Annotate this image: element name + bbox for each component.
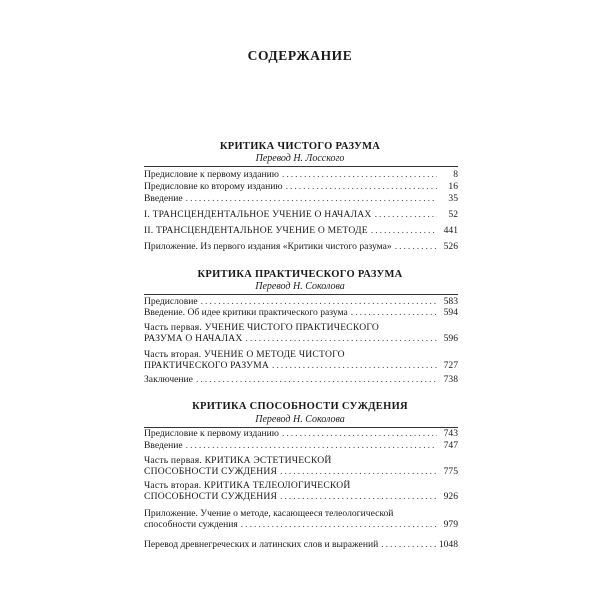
toc-entry[interactable] — [144, 169, 458, 180]
leader-dots — [286, 181, 437, 192]
toc-entry-title-line2: СПОСОБНОСТИ СУЖДЕНИЯ — [144, 466, 278, 477]
toc-entry[interactable] — [144, 428, 458, 439]
toc-entry-page: 16 — [448, 181, 458, 192]
section-divider — [144, 166, 458, 167]
leader-dots — [381, 539, 436, 550]
toc-entry[interactable] — [144, 225, 458, 236]
leader-dots — [280, 466, 437, 477]
toc-entry-page: 583 — [443, 296, 458, 307]
toc-entry-title: Заключение — [144, 374, 193, 385]
toc-entry-title-line1: Часть первая. КРИТИКА ЭСТЕТИЧЕСКОЙ — [144, 455, 332, 466]
leader-dots — [186, 440, 437, 451]
toc-entry-title: Предисловие к первому изданию — [144, 428, 279, 439]
toc-entry-page: 526 — [443, 241, 458, 252]
leader-dots — [351, 307, 437, 318]
toc-entry-title: Предисловие к первому изданию — [144, 169, 279, 180]
toc-entry-page: 8 — [453, 169, 458, 180]
toc-entry-title-line2: РАЗУМА О НАЧАЛАХ — [144, 333, 243, 344]
toc-entry[interactable] — [144, 440, 458, 451]
toc-entry[interactable] — [144, 307, 458, 318]
leader-dots — [196, 374, 437, 385]
toc-entry[interactable] — [144, 181, 458, 192]
leader-dots — [272, 360, 437, 371]
toc-entry-title-line2: способности суждения — [144, 519, 238, 530]
leader-dots — [282, 169, 437, 180]
toc-entry-page: 979 — [443, 519, 458, 530]
section-divider — [144, 294, 458, 295]
toc-entry[interactable] — [144, 349, 458, 371]
part-title-judgment: КРИТИКА СПОСОБНОСТИ СУЖДЕНИЯ — [192, 401, 408, 412]
toc-entry-title-line1: Часть вторая. УЧЕНИЕ О МЕТОДЕ ЧИСТОГО — [144, 349, 345, 360]
part-title-pure-reason: КРИТИКА ЧИСТОГО РАЗУМА — [219, 141, 381, 152]
toc-entry-page: 52 — [448, 209, 458, 220]
toc-entry[interactable] — [144, 480, 458, 502]
toc-entry-title: Приложение. Из первого издания «Критики чистого разума» — [144, 241, 392, 252]
toc-entry-title-line1: Часть первая. УЧЕНИЕ ЧИСТОГО ПРАКТИЧЕСКОГО — [144, 322, 380, 333]
translator-judgment: Перевод Н. Соколова — [255, 414, 345, 425]
toc-entry-page: 1048 — [438, 539, 458, 550]
page-title: СОДЕРЖАНИЕ — [247, 48, 353, 63]
leader-dots — [241, 519, 437, 530]
leader-dots — [186, 193, 437, 204]
toc-entry[interactable] — [144, 455, 458, 477]
leader-dots — [245, 333, 437, 344]
part-title-practical-reason: КРИТИКА ПРАКТИЧЕСКОГО РАЗУМА — [197, 269, 403, 280]
toc-entry-title: Введение — [144, 193, 183, 204]
toc-entry-page: 738 — [443, 374, 458, 385]
toc-entry-title: Предисловие ко второму изданию — [144, 181, 283, 192]
translator-pure-reason: Перевод Н. Лосского — [255, 153, 345, 164]
toc-entry-page: 775 — [443, 466, 458, 477]
toc-entry[interactable] — [144, 539, 458, 550]
toc-entry-title-line1: Приложение. Учение о методе, касающееся телеологической — [144, 508, 394, 519]
toc-entry-page: 594 — [443, 307, 458, 318]
toc-entry-title: II. ТРАНСЦЕНДЕНТАЛЬНОЕ УЧЕНИЕ О МЕТОДЕ — [144, 225, 368, 236]
toc-entry[interactable] — [144, 508, 458, 530]
toc-entry-page: 35 — [448, 193, 458, 204]
toc-entry-title-line2: ПРАКТИЧЕСКОГО РАЗУМА — [144, 360, 269, 371]
toc-entry-title-line2: СПОСОБНОСТИ СУЖДЕНИЯ — [144, 491, 278, 502]
leader-dots — [201, 296, 437, 307]
toc-entry[interactable] — [144, 209, 458, 220]
toc-entry[interactable] — [144, 322, 458, 344]
toc-entry-title: Перевод древнегреческих и латинских слов и выражений — [144, 539, 379, 550]
translator-practical-reason: Перевод Н. Соколова — [255, 281, 345, 292]
toc-entry-page: 596 — [443, 333, 458, 344]
toc-entry-page: 743 — [443, 428, 458, 439]
toc-entry[interactable] — [144, 296, 458, 307]
leader-dots — [371, 225, 437, 236]
leader-dots — [375, 209, 437, 220]
toc-entry-title: Введение. Об идее критики практического разума — [144, 307, 348, 318]
toc-entry-title-line1: Часть вторая. КРИТИКА ТЕЛЕОЛОГИЧЕСКОЙ — [144, 480, 351, 491]
toc-entry-page: 926 — [443, 491, 458, 502]
leader-dots — [280, 491, 437, 502]
toc-entry-page: 727 — [443, 360, 458, 371]
leader-dots — [282, 428, 437, 439]
leader-dots — [395, 241, 437, 252]
toc-entry-title: I. ТРАНСЦЕНДЕНТАЛЬНОЕ УЧЕНИЕ О НАЧАЛАХ — [144, 209, 372, 220]
toc-entry[interactable] — [144, 241, 458, 252]
toc-entry-title: Предисловие — [144, 296, 198, 307]
toc-entry-title: Введение — [144, 440, 183, 451]
toc-entry-page: 747 — [443, 440, 458, 451]
toc-entry[interactable] — [144, 374, 458, 385]
toc-entry-page: 441 — [443, 225, 458, 236]
toc-entry[interactable] — [144, 193, 458, 204]
